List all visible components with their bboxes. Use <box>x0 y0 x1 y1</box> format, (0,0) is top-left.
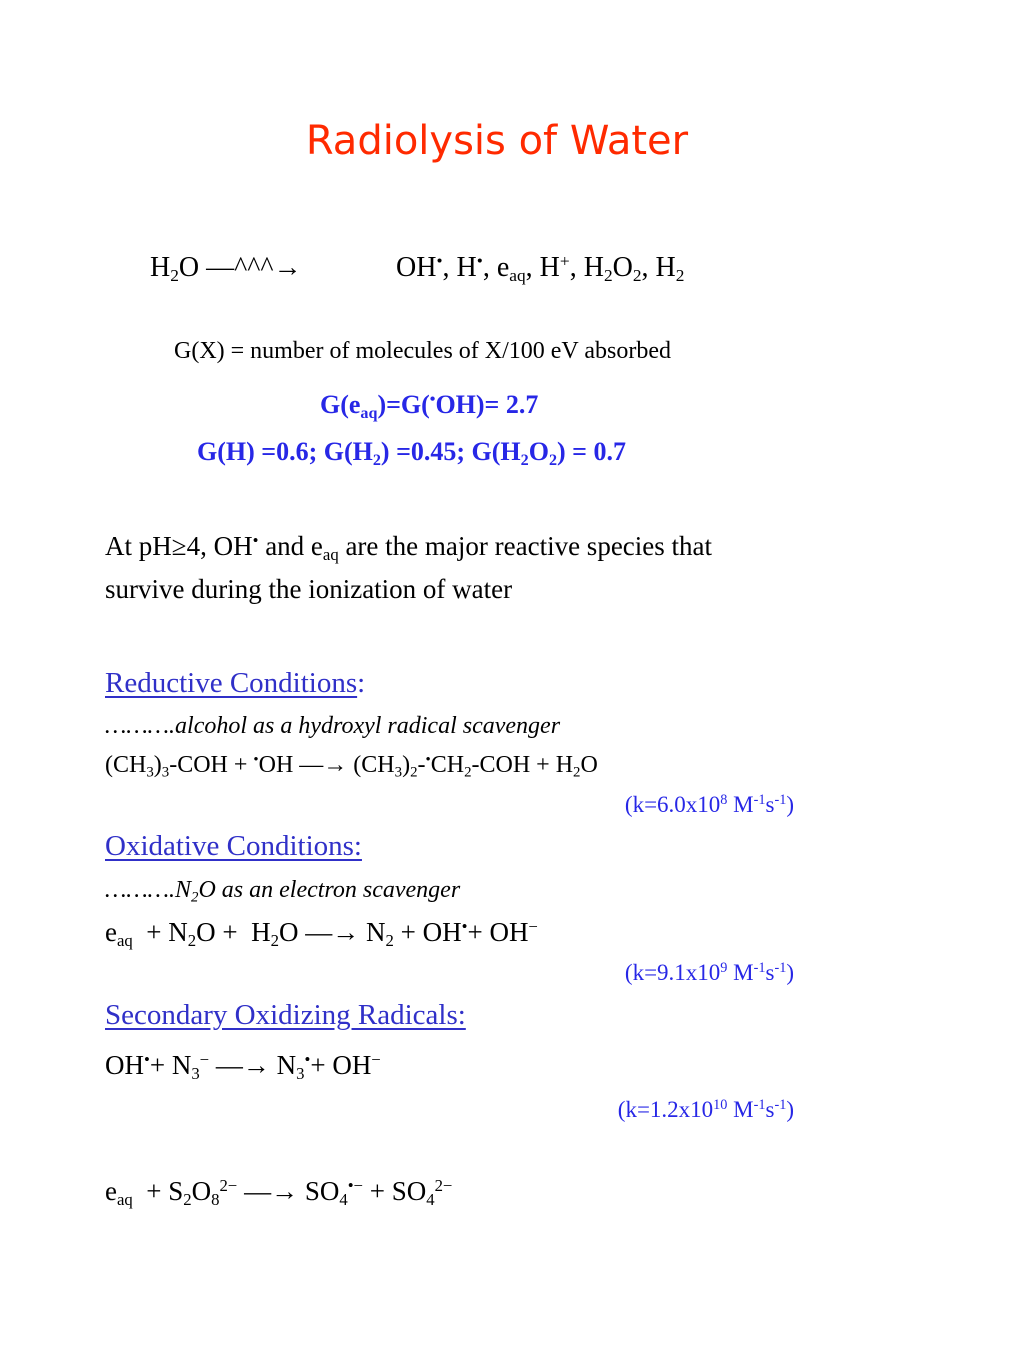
g-value-line-2: G(H) =0.6; $G(H_2) =0.45$; $G(H_2O_2) = 0.7$ <box>197 437 626 469</box>
main-reaction-reactant: $H_2O$ —^^^→ <box>150 252 302 286</box>
reductive-note: ……….alcohol as a hydroxyl radical scavenger <box>105 713 561 739</box>
reductive-heading: Reductive Conditions: <box>105 667 366 699</box>
secondary-reaction-2: $e_{aq} + S_2O_8^{2-}$ —→ $SO_4^{•-} + SO_4^{2-}$ <box>105 1175 453 1210</box>
reductive-rate: ($k=6.0x10^8$ $M^{-1}s^{-1}$) <box>624 792 794 817</box>
secondary-reaction-1: $OH^•+ N_3^-$ —→ $N_3^•+ OH^-$ <box>105 1049 381 1084</box>
statement-line-2: survive during the ionization of water <box>105 574 513 604</box>
page-title: Radiolysis of Water <box>305 118 689 164</box>
reductive-reaction: $(CH_3)_3$-COH + •OH —→ $(CH_3)_2-^•CH_2$-COH + $H_2O$ <box>105 751 598 781</box>
g-value-line-1: $G(e_{aq})=G(^•OH)= 2.7$ <box>320 390 539 422</box>
oxidative-rate: ($k=9.1x10^9$ $M^{-1}s^{-1}$) <box>624 960 794 985</box>
g-value-definition: G(X) = number of molecules of X/100 eV absorbed <box>174 338 671 364</box>
oxidative-heading: Oxidative Conditions: <box>105 830 362 862</box>
oxidative-note: $\dots\dots\dots.N_2O$ as an electron scavenger <box>105 877 461 906</box>
oxidative-reaction: $e_{aq} + N_2O + H_2O$ —→ $N_2 + OH^•+ OH^-$ <box>105 916 538 951</box>
main-reaction-products: OH•, H•, $e_{aq}$, H+, $H_2O_2$, $H_2$ <box>396 251 685 286</box>
statement-line-1: At pH≥4, OH• and $e_{aq}$ are the major reactive species that <box>105 530 713 565</box>
secondary-rate-1: ($k=1.2x10^{10}$ $M^{-1}s^{-1}$) <box>617 1097 794 1122</box>
secondary-heading: Secondary Oxidizing Radicals: <box>105 999 466 1031</box>
